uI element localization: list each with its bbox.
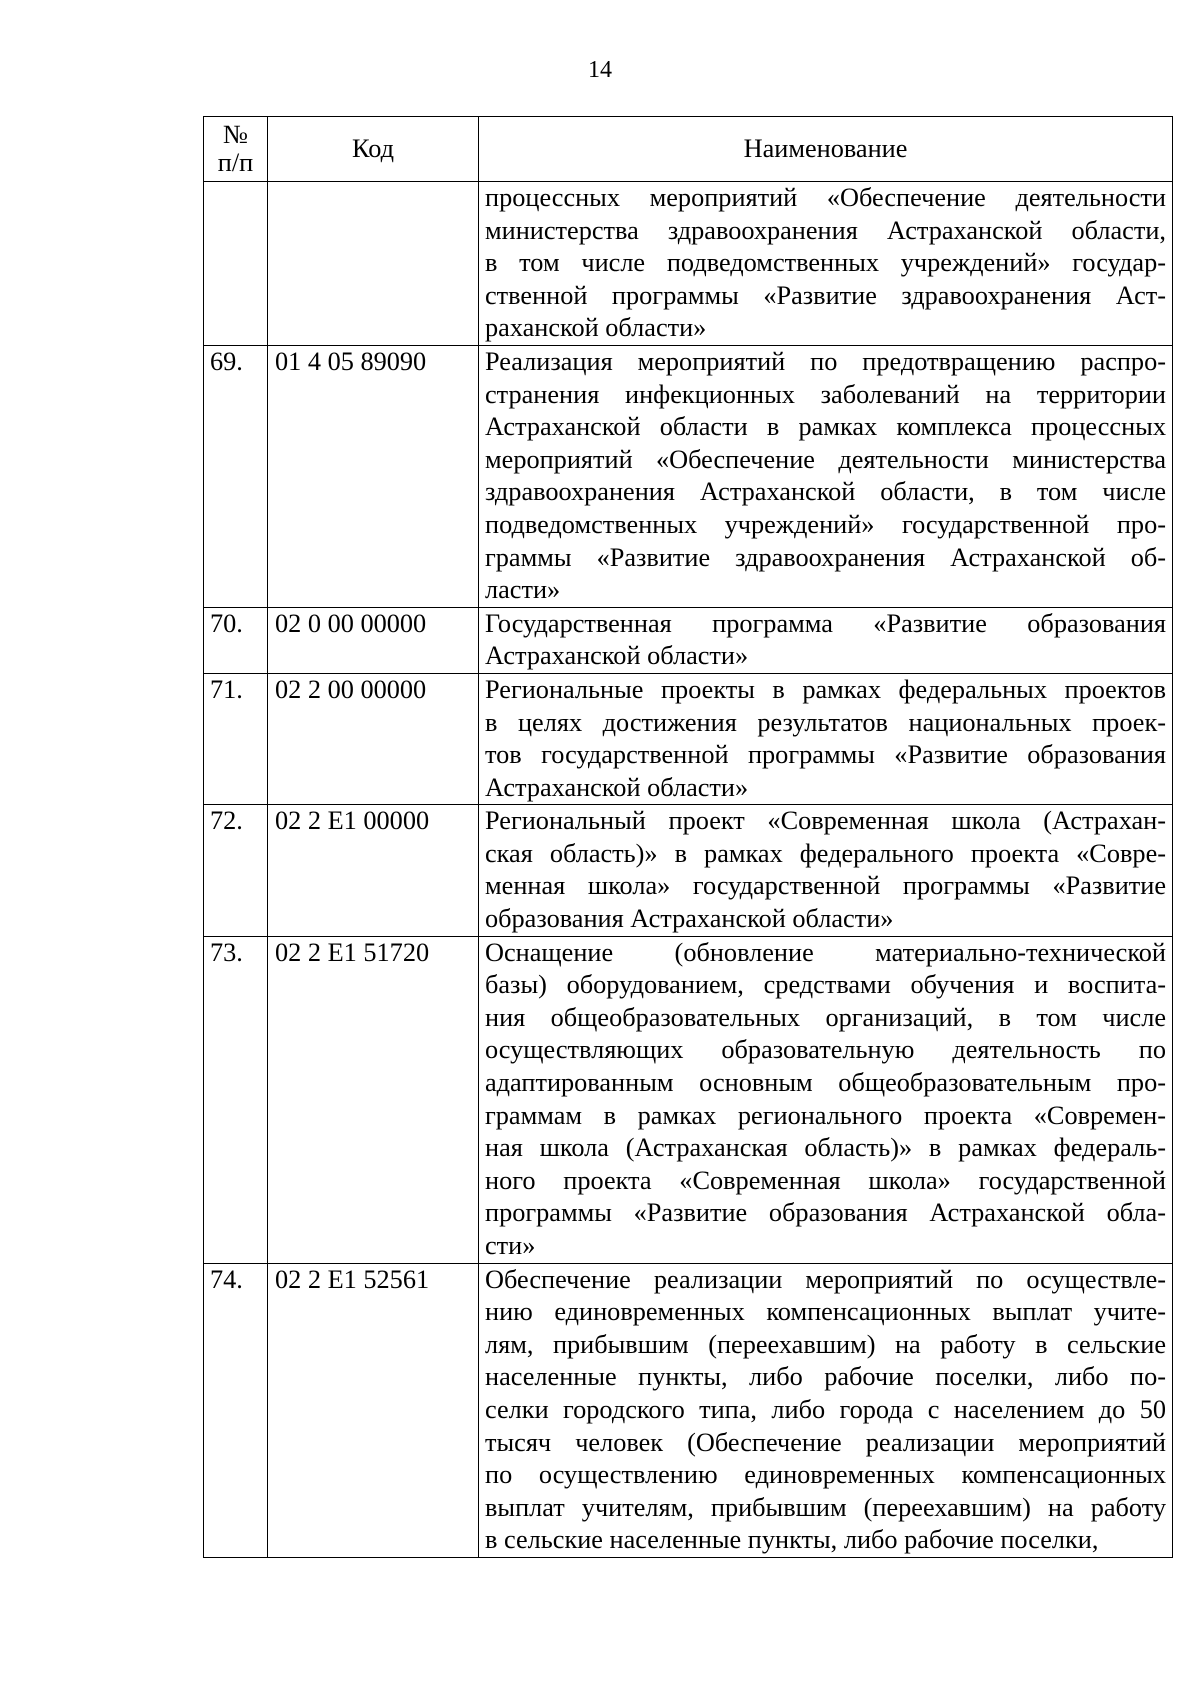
row-code: 01 4 05 89090 xyxy=(268,345,479,607)
table-row xyxy=(204,182,1173,346)
row-name-line: процессных мероприятий «Обеспечение деятельности xyxy=(485,183,1166,212)
table-row xyxy=(204,1263,1173,1557)
row-name-line: тысяч человек (Обеспечение реализации мероприятий xyxy=(485,1427,1166,1457)
row-name-line: образования Астраханской области» xyxy=(485,904,894,934)
row-code: 02 0 00 00000 xyxy=(268,607,479,673)
row-number: 70. xyxy=(204,607,268,673)
row-name xyxy=(479,607,1173,673)
row-name-line: ного проекта «Современная школа» государственной xyxy=(485,1165,1166,1195)
row-code xyxy=(268,182,479,346)
row-name-line: Государственная программа «Развитие образования xyxy=(485,608,1166,638)
row-code: 02 2 E1 00000 xyxy=(268,805,479,936)
row-code: 02 2 00 00000 xyxy=(268,673,479,804)
row-number: 73. xyxy=(204,936,268,1263)
row-name-line: Астраханской области» xyxy=(485,641,749,671)
row-name-line: ния общеобразовательных организаций, в том числе xyxy=(485,1002,1166,1032)
header-num-line1: № xyxy=(222,120,249,149)
row-name xyxy=(479,1263,1173,1557)
header-code: Код xyxy=(268,117,479,182)
row-name-line: в том числе подведомственных учреждений» государ- xyxy=(485,248,1166,278)
table-header-row xyxy=(204,117,1173,182)
row-name-line: нию единовременных компенсационных выплат учите- xyxy=(485,1297,1166,1327)
table-row xyxy=(204,805,1173,936)
header-name: Наименование xyxy=(479,117,1173,182)
row-name-line: сти» xyxy=(485,1231,536,1260)
row-number: 69. xyxy=(204,345,268,607)
row-name-line: странения инфекционных заболеваний на территории xyxy=(485,379,1166,409)
row-name-line: лям, прибывшим (переехавшим) на работу в сельские xyxy=(485,1329,1166,1359)
row-name xyxy=(479,673,1173,804)
row-name-line: по осуществлению единовременных компенсационных xyxy=(485,1460,1166,1490)
header-num xyxy=(204,117,268,182)
table-row xyxy=(204,673,1173,804)
row-name-line: выплат учителям, прибывшим (переехавшим) на работу xyxy=(485,1492,1166,1522)
row-name-line: Астраханской области» xyxy=(485,772,749,802)
row-name-line: Оснащение (обновление материально-технической xyxy=(485,937,1166,967)
row-name-line: программы «Развитие образования Астраханской обла- xyxy=(485,1198,1166,1228)
row-name-line: мероприятий «Обеспечение деятельности министерства xyxy=(485,444,1166,474)
row-name-line: адаптированным основным общеобразовательным про- xyxy=(485,1068,1166,1098)
row-name xyxy=(479,182,1173,346)
row-code: 02 2 E1 51720 xyxy=(268,936,479,1263)
row-name-line: ная школа (Астраханская область)» в рамках федераль- xyxy=(485,1133,1166,1163)
document-table xyxy=(203,116,1173,1558)
row-name-line: ская область)» в рамках федерального проекта «Совре- xyxy=(485,838,1166,868)
table-row xyxy=(204,345,1173,607)
row-number: 74. xyxy=(204,1263,268,1557)
header-num-line2: п/п xyxy=(217,148,254,177)
table-body xyxy=(204,182,1173,1558)
row-name-line: здравоохранения Астраханской области, в том числе xyxy=(485,477,1166,507)
row-name-line: Реализация мероприятий по предотвращению распро- xyxy=(485,346,1166,376)
row-name xyxy=(479,345,1173,607)
row-name-line: раханской области» xyxy=(485,313,707,343)
row-name-line: министерства здравоохранения Астраханской области, xyxy=(485,215,1166,245)
row-name-line: в целях достижения результатов национальных проек- xyxy=(485,707,1166,737)
row-name-line: ственной программы «Развитие здравоохранения Аст- xyxy=(485,280,1166,310)
row-name-line: менная школа» государственной программы «Развитие xyxy=(485,871,1166,901)
row-code: 02 2 E1 52561 xyxy=(268,1263,479,1557)
row-name-line: в сельские населенные пункты, либо рабочие поселки, xyxy=(485,1525,1099,1555)
row-name-line: населенные пункты, либо рабочие поселки, либо по- xyxy=(485,1362,1166,1392)
row-name-line: тов государственной программы «Развитие образования xyxy=(485,740,1166,770)
row-name-line: Обеспечение реализации мероприятий по осуществле- xyxy=(485,1264,1166,1294)
row-name-line: граммам в рамках регионального проекта «Современ- xyxy=(485,1100,1166,1130)
row-number xyxy=(204,182,268,346)
row-name-line: Региональные проекты в рамках федеральных проектов xyxy=(485,674,1166,704)
row-number: 72. xyxy=(204,805,268,936)
row-name-line: Региональный проект «Современная школа (Астрахан- xyxy=(485,806,1166,836)
table-row xyxy=(204,607,1173,673)
row-number: 71. xyxy=(204,673,268,804)
row-name-line: Астраханской области в рамках комплекса процессных xyxy=(485,412,1166,442)
row-name-line: ласти» xyxy=(485,575,561,605)
row-name xyxy=(479,936,1173,1263)
row-name-line: осуществляющих образовательную деятельность по xyxy=(485,1035,1166,1065)
row-name xyxy=(479,805,1173,936)
row-name-line: граммы «Развитие здравоохранения Астраханской об- xyxy=(485,542,1166,572)
row-name-line: базы) оборудованием, средствами обучения и воспита- xyxy=(485,970,1166,1000)
row-name-line: селки городского типа, либо города с населением до 50 xyxy=(485,1394,1166,1424)
row-name-line: подведомственных учреждений» государственной про- xyxy=(485,509,1166,539)
table-row xyxy=(204,936,1173,1263)
page-number: 14 xyxy=(588,57,612,83)
